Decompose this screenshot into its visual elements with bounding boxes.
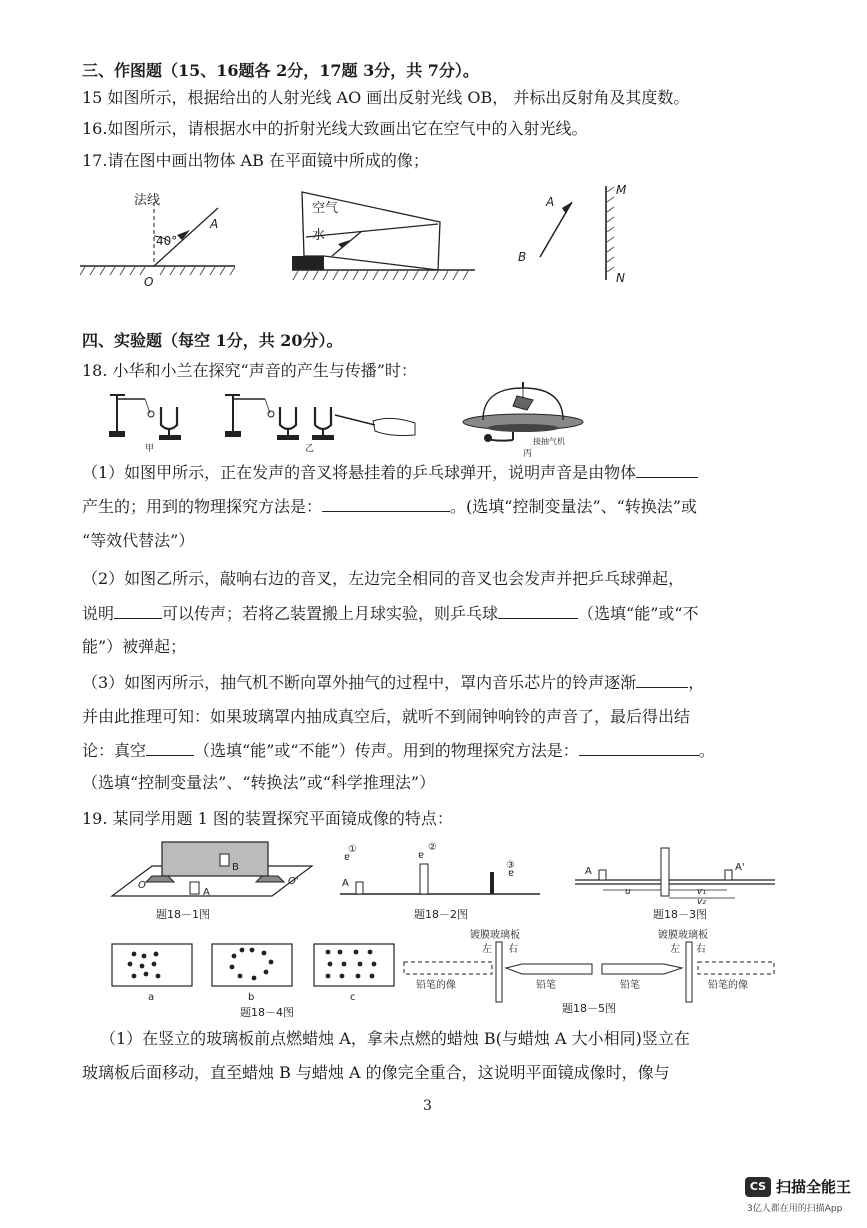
figure-19-3 xyxy=(573,836,778,926)
svg-text:B: B xyxy=(232,862,239,873)
q18-part1-line2: 产生的；用到的物理探究方法是： 。(选填“控制变量法”、“转换法”或 xyxy=(82,497,697,516)
svg-text:铅笔的像: 铅笔的像 xyxy=(708,980,748,991)
air-label: 空气 xyxy=(312,201,339,216)
svg-text:铅笔的像: 铅笔的像 xyxy=(416,980,456,991)
figure-16-refraction xyxy=(290,190,480,290)
angle-label: 40° xyxy=(156,234,178,248)
fig5-caption: 题18－5图 xyxy=(562,1002,616,1015)
svg-text:左: 左 xyxy=(482,944,492,955)
svg-text:②: ② xyxy=(428,842,437,853)
camscanner-logo-icon: CS xyxy=(745,1177,771,1197)
label-yi: 乙 xyxy=(305,444,315,454)
svg-text:O': O' xyxy=(288,876,299,887)
label-b: B xyxy=(518,250,527,264)
ray-label-a: A xyxy=(210,217,219,231)
camscanner-tagline: 3亿人都在用的扫描App xyxy=(747,1204,843,1214)
question-16: 16.如图所示，请根据水中的折射光线大致画出它在空气中的入射光线。 xyxy=(82,119,588,138)
point-label-o: O xyxy=(144,275,154,289)
water-label: 水 xyxy=(312,228,326,243)
q18-part1-line1: （1）如图甲所示，正在发声的音叉将悬挂着的乒乓球弹开，说明声音是由物体 xyxy=(82,462,698,484)
figure-19-2 xyxy=(330,836,545,926)
q18-part3-line2: 并由此推理可知：如果玻璃罩内抽成真空后，就听不到闹钟响铃的声音了，最后得出结 xyxy=(82,707,691,726)
answer-blank-5[interactable] xyxy=(636,673,688,688)
svg-text:③: ③ xyxy=(506,860,515,871)
answer-blank-7[interactable] xyxy=(579,741,699,756)
q18-part3-line3: 论：真空 （选填“能”或“不能”）传声。用到的物理探究方法是： 。 xyxy=(82,741,715,760)
fig3-caption: 题18－3图 xyxy=(653,908,707,921)
question-18-stem: 18. 小华和小兰在探究“声音的产生与传播”时： xyxy=(82,361,417,380)
q18-part1-line3: “等效代替法”） xyxy=(82,531,195,550)
svg-text:镀膜玻璃板: 镀膜玻璃板 xyxy=(658,930,708,941)
svg-text:A: A xyxy=(203,887,210,898)
answer-blank-6[interactable] xyxy=(146,741,194,756)
answer-blank-2[interactable] xyxy=(322,497,450,512)
svg-text:右: 右 xyxy=(696,944,706,955)
svg-text:ɐ: ɐ xyxy=(508,868,515,879)
question-17: 17.请在图中画出物体 AB 在平面镜中所成的像； xyxy=(82,151,429,170)
question-15: 15 如图所示，根据给出的人射光线 AO 画出反射光线 OB， 并标出反射角及其度数。 xyxy=(82,88,690,107)
label-a: A xyxy=(546,195,555,209)
fig4-caption: 题18－4图 xyxy=(240,1006,294,1019)
svg-text:镀膜玻璃板: 镀膜玻璃板 xyxy=(470,930,520,941)
camscanner-name: 扫描全能王 xyxy=(776,1178,852,1196)
q18-part2-line1: （2）如图乙所示，敲响右边的音叉，左边完全相同的音叉也会发声并把乒乓球弹起， xyxy=(82,569,685,588)
svg-text:左: 左 xyxy=(670,944,680,955)
answer-blank-3[interactable] xyxy=(114,604,162,619)
svg-text:ɐ: ɐ xyxy=(418,850,425,861)
svg-text:v₂: v₂ xyxy=(697,897,706,907)
svg-text:A: A xyxy=(585,866,592,877)
svg-text:a: a xyxy=(148,992,155,1003)
svg-text:铅笔: 铅笔 xyxy=(536,980,556,991)
label-jia: 甲 xyxy=(145,444,155,454)
svg-text:b: b xyxy=(248,992,255,1003)
svg-text:O: O xyxy=(138,880,146,891)
section3-title: 三、作图题（15、16题各 2分，17题 3分，共 7分）。 xyxy=(82,61,479,80)
figure-15-reflection xyxy=(80,188,240,288)
svg-text:u: u xyxy=(625,887,631,897)
figure-19-4 xyxy=(108,940,398,1018)
pump-label: 接抽气机 xyxy=(533,437,565,446)
answer-blank-1[interactable] xyxy=(636,463,698,478)
svg-text:铅笔: 铅笔 xyxy=(620,980,640,991)
q18-part2-line3: 能”）被弹起； xyxy=(82,637,187,656)
svg-text:v₁: v₁ xyxy=(697,887,706,897)
question-19-stem: 19. 某同学用题 1 图的装置探究平面镜成像的特点： xyxy=(82,809,453,828)
svg-text:①: ① xyxy=(348,844,357,855)
svg-text:ɐ: ɐ xyxy=(344,852,351,863)
figure-19-1 xyxy=(112,836,312,926)
q18-part2-line2: 说明 可以传声；若将乙装置搬上月球实验，则乒乓球 （选填“能”或“不 xyxy=(82,604,699,623)
figure-19-5 xyxy=(402,924,782,1016)
fig2-caption: 题18－2图 xyxy=(414,908,468,921)
normal-label: 法线 xyxy=(134,193,161,208)
svg-text:A': A' xyxy=(735,862,745,873)
label-bing: 丙 xyxy=(523,449,533,459)
fig1-caption: 题18－1图 xyxy=(156,908,210,921)
q18-part3-line4: （选填“控制变量法”、“转换法”或“科学推理法”） xyxy=(82,773,436,792)
figure-18-bell-jar xyxy=(455,378,595,458)
q18-part3-line1: （3）如图丙所示，抽气机不断向罩外抽气的过程中，罩内音乐芯片的铃声逐渐 ， xyxy=(82,673,705,692)
q19-part1-line1: （1）在竖立的玻璃板前点燃蜡烛 A，拿未点燃的蜡烛 B(与蜡烛 A 大小相同)竖立在 xyxy=(100,1029,690,1048)
svg-text:右: 右 xyxy=(508,944,518,955)
svg-text:c: c xyxy=(350,992,356,1003)
page-number: 3 xyxy=(423,1098,432,1114)
label-n: N xyxy=(616,271,625,285)
svg-text:A: A xyxy=(342,878,349,889)
q19-part1-line2: 玻璃板后面移动，直至蜡烛 B 与蜡烛 A 的像完全重合，这说明平面镜成像时，像与 xyxy=(82,1063,670,1082)
label-m: M xyxy=(616,183,627,197)
figure-18-tuning-forks xyxy=(85,385,425,455)
figure-17-plane-mirror xyxy=(510,180,640,290)
section4-title: 四、实验题（每空 1分，共 20分）。 xyxy=(82,331,343,350)
answer-blank-4[interactable] xyxy=(498,604,578,619)
